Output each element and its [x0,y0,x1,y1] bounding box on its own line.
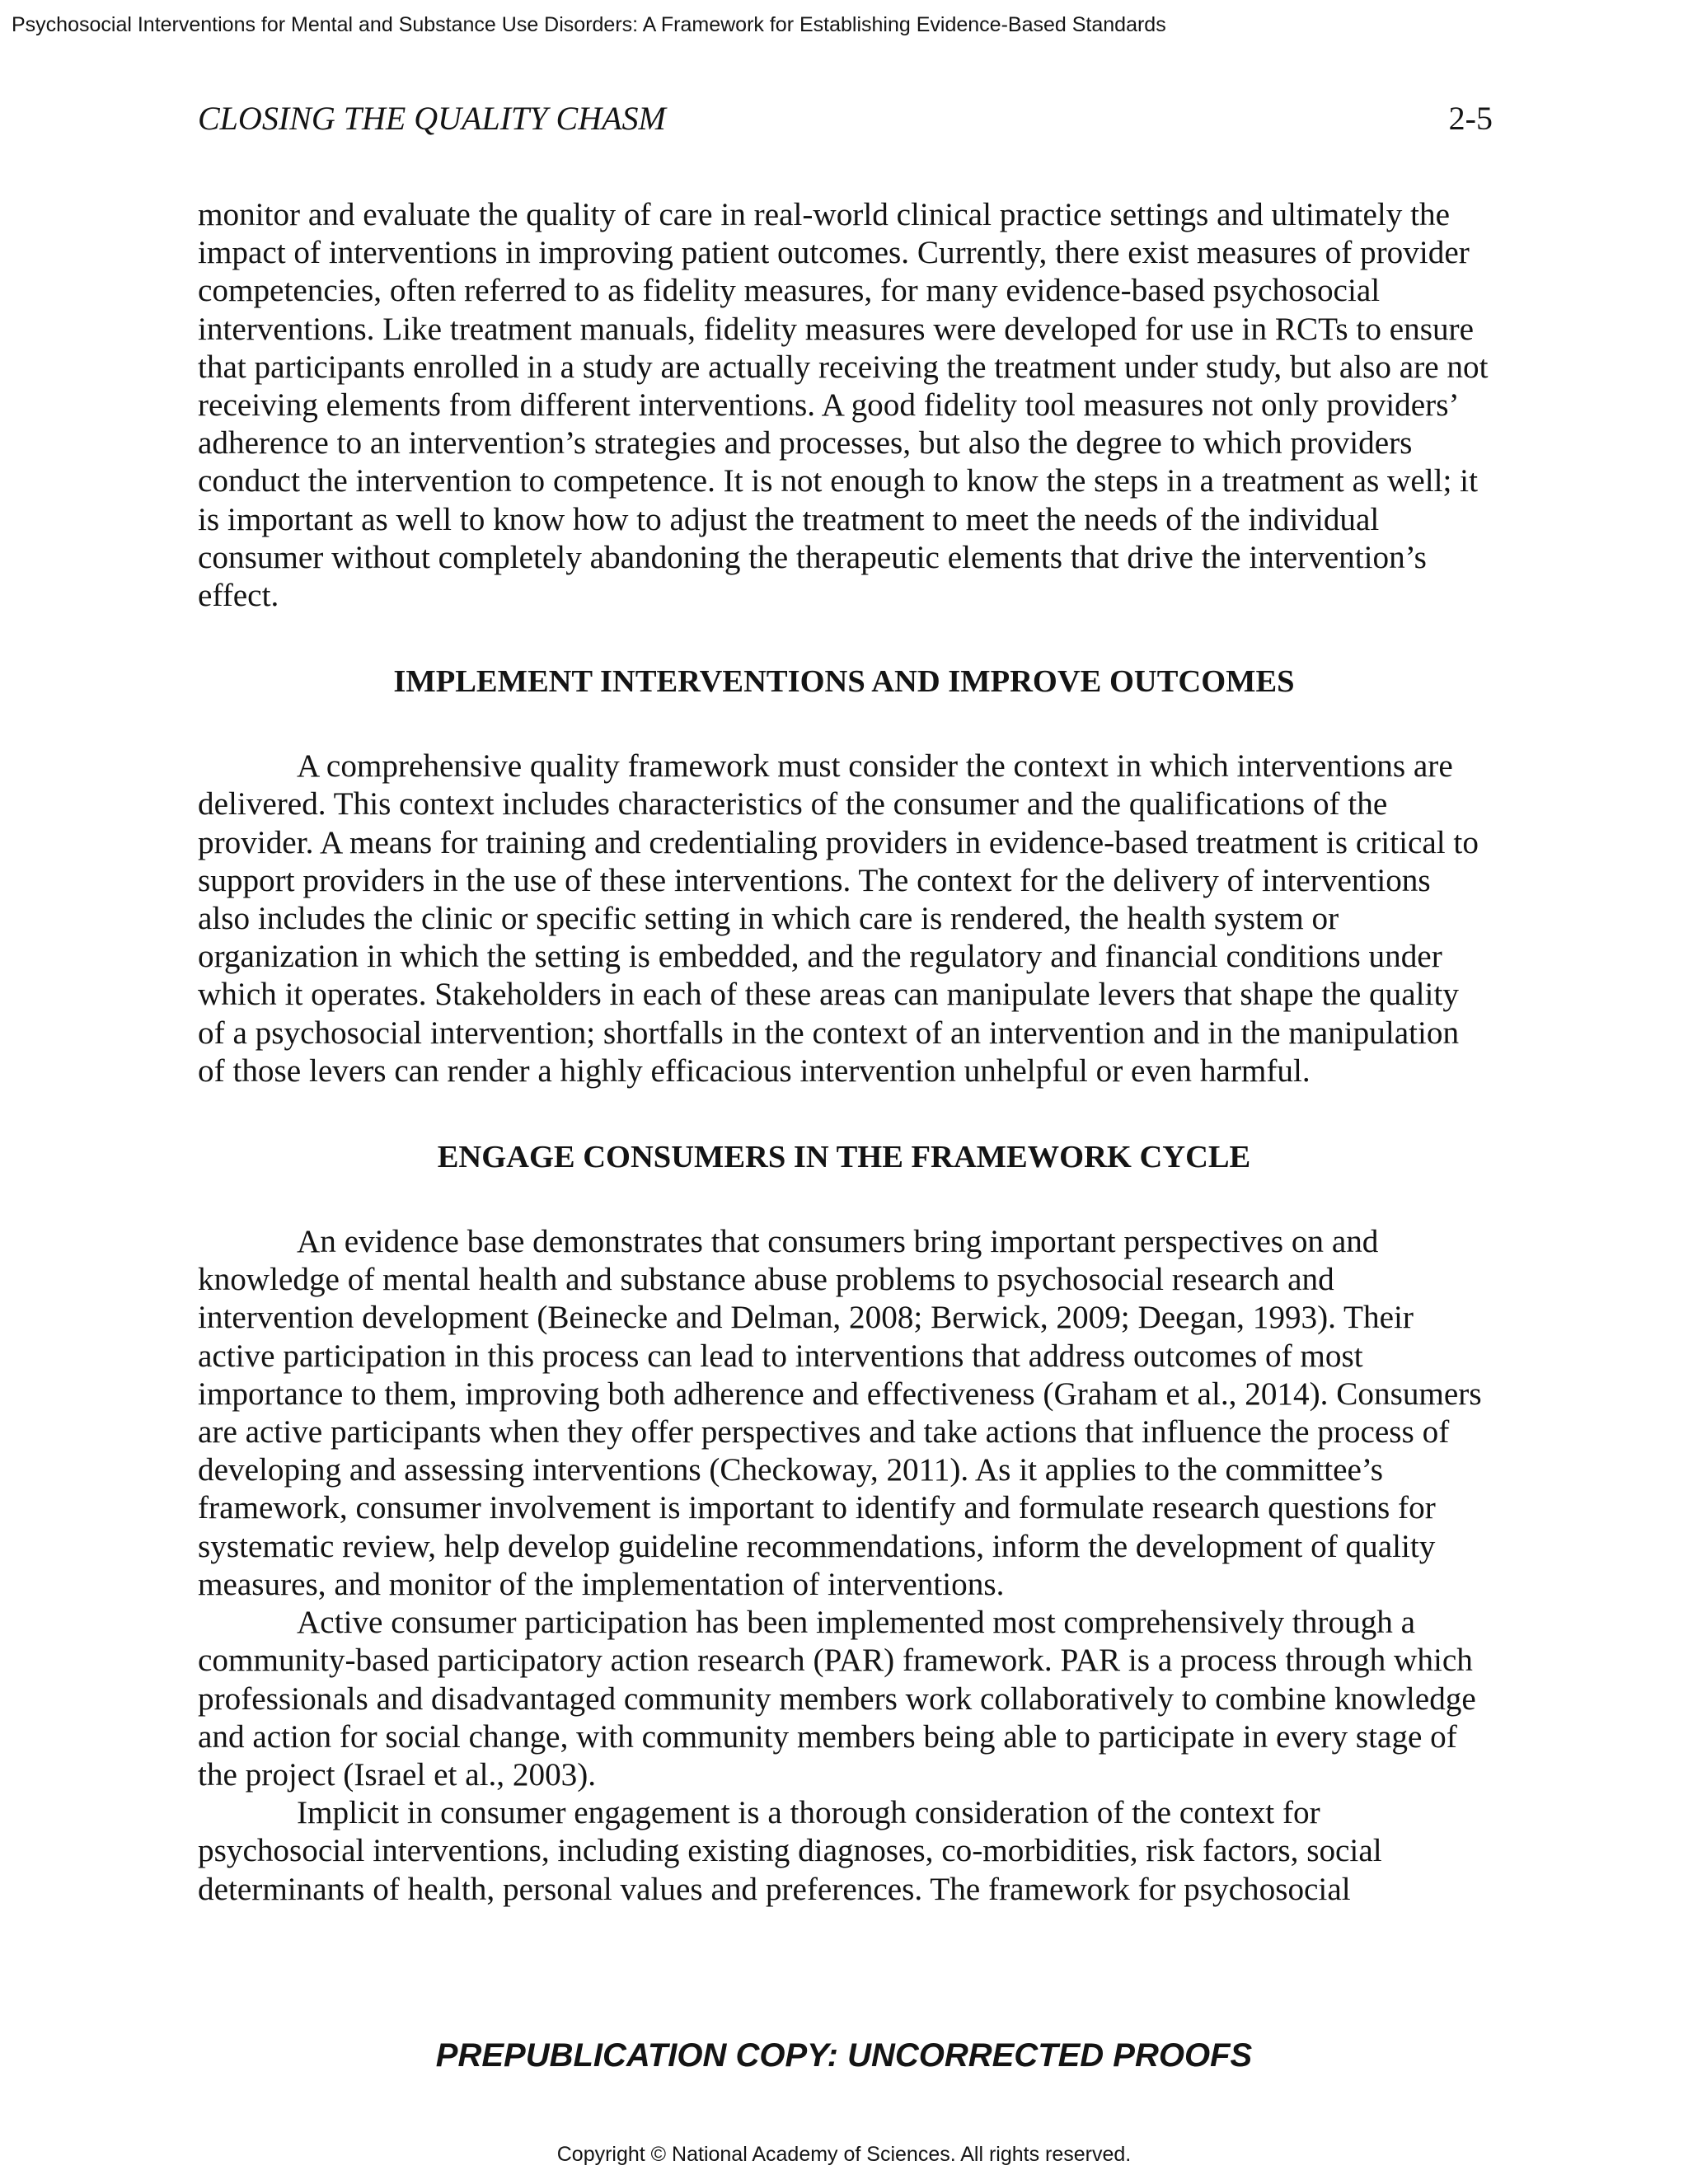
prepublication-notice: PREPUBLICATION COPY: UNCORRECTED PROOFS [435,2037,1253,2074]
section-heading-engage-consumers: ENGAGE CONSUMERS IN THE FRAMEWORK CYCLE [437,1140,1251,1175]
page-body [198,196,1490,1909]
paragraph-consumer-evidence-base: An evidence base demonstrates that consumers bring important perspectives on and knowledge of mental health and substance abuse problems to psychosocial research and intervention development (Beinecke and Delman, 2008; Berwick, 2009; Deegan, 1993). Their active participation in this process can lead to interventions that address outcomes of most importance to them, improving both adherence and effectiveness (Graham et al., 2014). Consumers are active participants when they offer perspectives and take actions that influence the process of developing and assessing interventions (Checkoway, 2011). As it applies to the committee’s framework, consumer involvement is important to identify and formulate research questions for systematic review, help develop guideline recommendations, inform the development of quality measures, and monitor of the implementation of interventions. [198,1224,1482,1602]
copyright-notice: Copyright © National Academy of Sciences. All rights reserved. [556,2143,1132,2166]
section-heading-implement-interventions: IMPLEMENT INTERVENTIONS AND IMPROVE OUTCOMES [393,664,1295,700]
book-title-banner: Psychosocial Interventions for Mental and Substance Use Disorders: A Framework for Establishing Evidence-Based Standards [12,13,1166,36]
paragraph-participatory-action-research: Active consumer participation has been implemented most comprehensively through a community-based participatory action research (PAR) framework. PAR is a process through which professionals and disadvantaged community members work collaboratively to combine knowledge and action for social change, with community members being able to participate in every stage of the project (Israel et al., 2003). [198,1605,1476,1793]
paragraph-fidelity-measures: monitor and evaluate the quality of care in real-world clinical practice settings and ultimately the impact of interventions in improving patient outcomes. Currently, there exist measures of provider competencies, often referred to as fidelity measures, for many evidence-based psychosocial interventions. Like treatment manuals, fidelity measures were developed for use in RCTs to ensure that participants enrolled in a study are actually receiving the treatment under study, but also are not receiving elements from different interventions. A good fidelity tool measures not only providers’ adherence to an intervention’s strategies and processes, but also the degree to which providers conduct the intervention to competence. It is not enough to know the steps in a treatment as well; it is important as well to know how to adjust the treatment to meet the needs of the individual consumer without completely abandoning the therapeutic elements that drive the intervention’s effect. [198,197,1489,614]
paragraph-quality-framework-context: A comprehensive quality framework must consider the context in which interventions are delivered. This context includes characteristics of the consumer and the qualifications of the provider. A means for training and credentialing providers in evidence-based treatment is critical to support providers in the use of these interventions. The context for the delivery of interventions also includes the clinic or specific setting in which care is rendered, the health system or organization in which the setting is embedded, and the regulatory and financial conditions under which it operates. Stakeholders in each of these areas can manipulate levers that shape the quality of a psychosocial intervention; shortfalls in the context of an intervention and in the manipulation of those levers can render a highly efficacious intervention unhelpful or even harmful. [198,748,1479,1089]
paragraph-consumer-engagement-context: Implicit in consumer engagement is a thorough consideration of the context for psychosocial interventions, including existing diagnoses, co-morbidities, risk factors, social determinants of health, personal values and preferences. The framework for psychosocial [198,1795,1382,1907]
page-number: 2-5 [1448,100,1493,137]
running-head-title: CLOSING THE QUALITY CHASM [198,100,666,137]
